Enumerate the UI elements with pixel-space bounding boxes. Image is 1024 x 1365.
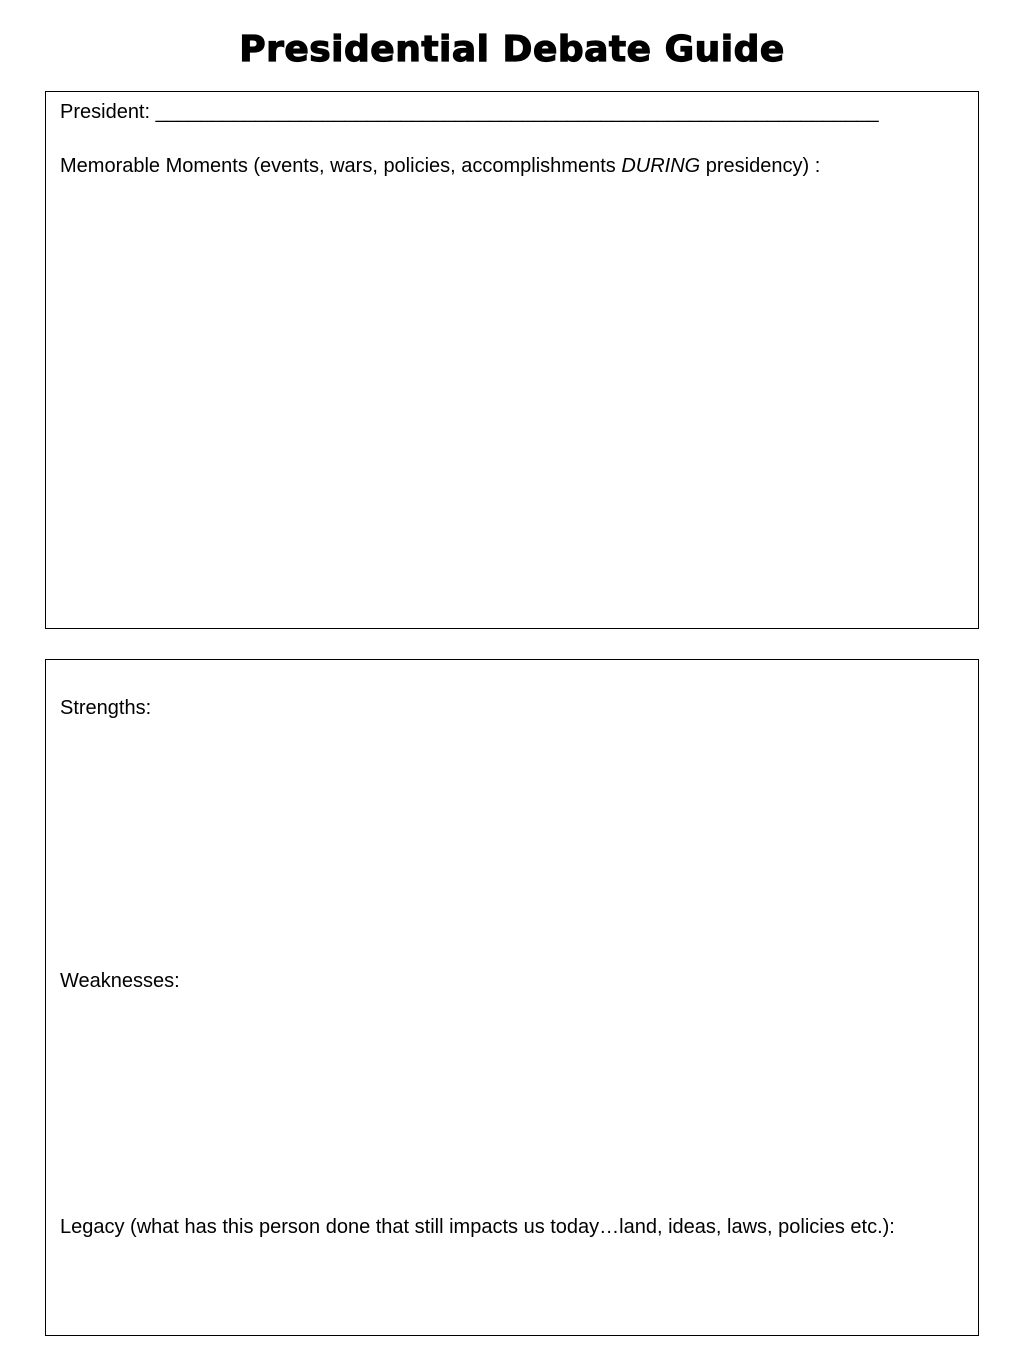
memorable-moments-writing-area[interactable] (60, 188, 964, 618)
memorable-moments-prompt (60, 154, 820, 178)
weaknesses-writing-area[interactable] (60, 999, 964, 1204)
president-field[interactable] (60, 100, 879, 124)
strengths-label: Strengths: (60, 697, 152, 719)
moments-label-prefix: Memorable Moments (events, wars, policies, accomplishments (60, 155, 622, 177)
legacy-label: Legacy (what has this person done that still impacts us today…land, ideas, laws, policies etc.): (60, 1216, 895, 1238)
president-label: President: (60, 101, 156, 123)
president-blank-line[interactable]: _________________________________________________________________ (155, 101, 879, 123)
strengths-writing-area[interactable] (60, 726, 964, 956)
moments-label-suffix: presidency) : (700, 155, 821, 177)
legacy-writing-area[interactable] (60, 1245, 964, 1325)
weaknesses-label: Weaknesses: (60, 970, 180, 992)
evaluation-box (45, 659, 979, 1336)
president-info-box (45, 91, 979, 629)
moments-label-emphasis: DURING (621, 155, 701, 177)
page-title: Presidential Debate Guide (239, 29, 785, 70)
